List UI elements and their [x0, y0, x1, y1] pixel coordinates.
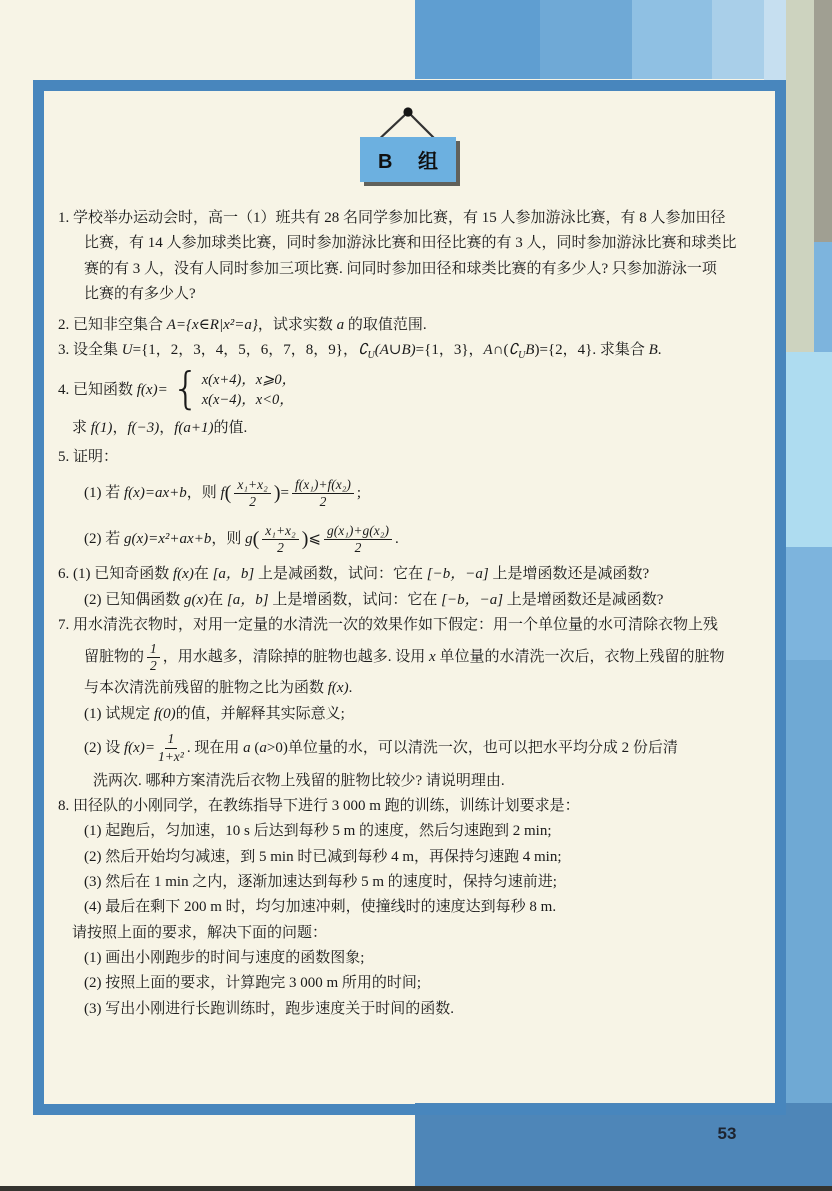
cjk-text: 请按照上面的要求，解决下面的问题： — [72, 924, 328, 941]
math-text: g(x) — [184, 591, 209, 608]
math-text: f — [220, 485, 225, 502]
text-line — [58, 946, 774, 971]
fraction: $\frac{1}{2}$ — [147, 642, 160, 674]
fraction: $\frac{\text{x₁+x₂}}{2}$ — [262, 524, 298, 556]
math-text: g(x)=x²+ax+b — [124, 531, 212, 548]
cjk-text: ( — [250, 739, 260, 756]
math-paren: ) — [301, 528, 309, 551]
deco-right-column-gray — [814, 0, 832, 242]
math-text: [a，b] — [226, 591, 269, 608]
cjk-text: ，用水越多，清除掉的脏物也越多. 设用 — [162, 649, 430, 666]
text-line — [58, 921, 774, 946]
math-text: A — [483, 342, 493, 359]
cjk-text: 的值. — [213, 419, 248, 436]
cjk-text: (2) 按照上面的要求，计算跑完 3 000 m 所用的时间; — [84, 975, 422, 992]
text-line — [58, 282, 774, 307]
math-paren: ( — [252, 528, 260, 551]
cjk-text: ; — [356, 485, 362, 502]
math-text: a — [259, 739, 267, 756]
cjk-text: ={1，3}， — [415, 342, 484, 359]
deco-band-3 — [632, 0, 712, 79]
deco-band-1 — [415, 0, 540, 79]
cjk-text: 上是增函数还是减函数? — [488, 566, 650, 583]
piecewise-function: { x(x+4)，x⩾0， x(x−4)，x<0， — [171, 363, 297, 415]
nail-icon — [403, 107, 412, 116]
math-text: f(x) — [327, 680, 349, 697]
text-line — [58, 971, 774, 996]
math-text: f(0) — [154, 705, 176, 722]
math-text: f(1) — [90, 419, 113, 436]
math-text: [a，b] — [212, 566, 255, 583]
cjk-text: = — [280, 485, 289, 502]
cjk-text: ，试求实数 — [257, 317, 337, 334]
deco-bottom-block — [415, 1103, 832, 1186]
cjk-text: (1) 起跑后，匀加速，10 s 后达到每秒 5 m 的速度，然后匀速跑到 2 min; — [84, 823, 552, 840]
math-text: A={x∈R|x²=a} — [166, 317, 258, 334]
cjk-text: (2) 已知偶函数 — [84, 591, 184, 608]
deco-right-column-cyan — [786, 352, 832, 547]
group-b-sign — [360, 137, 456, 182]
text-line — [58, 257, 774, 282]
cjk-text: 7. 用水清洗衣物时，对用一定量的水清洗一次的效果作如下假定：用一个单位量的水可清除衣物上残 — [58, 616, 719, 633]
group-b-sign-label: B 组 — [378, 151, 448, 173]
text-line — [58, 794, 774, 819]
text-line — [58, 702, 774, 727]
text-line — [58, 338, 774, 363]
cjk-text: (1) 画出小刚跑步的时间与速度的函数图象; — [84, 949, 365, 966]
cjk-text: (1) 若 — [84, 485, 124, 502]
cjk-text: 比赛的有多少人? — [84, 285, 196, 302]
cjk-text: ，则 — [211, 531, 246, 548]
math-text: f(x)= — [136, 381, 168, 398]
math-text: g — [245, 531, 253, 548]
cjk-text: 求 — [72, 419, 91, 436]
cjk-text: 2. 已知非空集合 — [58, 317, 167, 334]
cjk-text: (2) 设 — [84, 739, 124, 756]
cjk-text: )={2，4}. 求集合 — [534, 342, 649, 359]
page-number: 53 — [717, 1124, 737, 1143]
math-text: B — [648, 342, 658, 359]
cjk-text: . — [657, 342, 662, 359]
text-line — [58, 997, 774, 1022]
text-line — [58, 364, 774, 416]
cjk-text: 6. (1) 已知奇函数 — [58, 566, 173, 583]
math-subscript: U — [367, 350, 375, 362]
cjk-text: . — [394, 531, 399, 548]
text-line — [58, 676, 774, 701]
math-text: ∁ — [508, 342, 519, 359]
math-text: (A∪B) — [374, 342, 416, 359]
math-text: f(x)=ax+b — [124, 485, 187, 502]
cjk-text: . 现在用 — [186, 739, 244, 756]
math-text: f(a+1) — [174, 419, 214, 436]
math-text: a — [243, 739, 251, 756]
cjk-text: 单位量的水清洗一次后，衣物上残留的脏物 — [435, 649, 725, 666]
cjk-text: ={1，2，3，4，5，6，7，8，9}， — [132, 342, 358, 359]
cjk-text: . — [348, 680, 353, 697]
text-line — [58, 588, 774, 613]
fraction: $\frac{\text{x₁+x₂}}{2}$ — [234, 478, 270, 510]
cjk-text: 的取值范围. — [344, 317, 427, 334]
cjk-text: (3) 写出小刚进行长跑训练时，跑步速度关于时间的函数. — [84, 1000, 454, 1017]
text-line — [58, 819, 774, 844]
math-text: f(x) — [173, 566, 194, 583]
cjk-text: 与本次清洗前残留的脏物之比为函数 — [84, 680, 328, 697]
cjk-text: ， — [159, 419, 175, 436]
cjk-text: 的值，并解释其实际意义; — [175, 705, 345, 722]
deco-band-5 — [764, 0, 788, 86]
text-line — [58, 895, 774, 920]
cjk-text: 在 — [208, 591, 227, 608]
text-line — [58, 313, 774, 338]
text-line — [58, 470, 774, 516]
text-line — [58, 769, 774, 794]
deco-right-column-lower — [786, 660, 832, 1103]
text-line — [58, 206, 774, 231]
cjk-text: 5. 证明： — [58, 449, 119, 466]
text-line — [58, 727, 774, 769]
fraction: $\frac{1}{\text{1+x²}}$ — [157, 731, 184, 764]
math-text: f(−3) — [127, 419, 160, 436]
text-line — [58, 516, 774, 562]
text-line — [58, 613, 774, 638]
math-text: ∁ — [357, 342, 368, 359]
cjk-text: (4) 最后在剩下 200 m 时，均匀加速冲刺，使撞线时的速度达到每秒 8 m. — [84, 899, 557, 916]
text-line — [58, 870, 774, 895]
text-line — [58, 445, 774, 470]
cjk-text: 4. 已知函数 — [58, 381, 137, 398]
cjk-text: 上是增函数，试问：它在 — [268, 591, 442, 608]
text-line — [58, 231, 774, 256]
cjk-text: ，则 — [186, 485, 221, 502]
fraction: $\frac{\text{g(x₁)+g(x₂)}}{2}$ — [324, 524, 392, 556]
deco-right-column-green — [786, 0, 814, 352]
cjk-text: 上是增函数还是减函数? — [503, 591, 664, 608]
math-paren: ) — [273, 482, 281, 505]
cjk-text: 上是减函数，试问：它在 — [254, 566, 427, 583]
math-text: [−b，−a] — [426, 566, 489, 583]
fraction: $\frac{\text{f(x₁)+f(x₂)}}{2}$ — [292, 478, 354, 510]
cjk-text: 3. 设全集 — [58, 342, 122, 359]
cjk-text: 1. 学校举办运动会时，高一（1）班共有 28 名同学参加比赛，有 15 人参加游泳比赛，有 8 人参加田径 — [58, 210, 726, 226]
math-text: a — [336, 317, 345, 334]
cjk-text: ∩( — [492, 342, 509, 359]
math-text: U — [121, 342, 133, 359]
cjk-text: (1) 试规定 — [84, 705, 154, 722]
text-line — [58, 416, 774, 441]
problems — [58, 206, 774, 1022]
cjk-text: >0)单位量的水，可以清洗一次，也可以把水平均分成 2 份后清 — [266, 739, 678, 756]
cjk-text: 8. 田径队的小刚同学，在教练指导下进行 3 000 m 跑的训练，训练计划要求是： — [58, 798, 580, 815]
text-line — [58, 638, 774, 676]
cjk-text: (3) 然后在 1 min 之内，逐渐加速达到每秒 5 m 的速度时，保持匀速前进; — [84, 874, 557, 891]
math-paren: ( — [224, 482, 232, 505]
cjk-text: (2) 若 — [84, 531, 124, 548]
cjk-text: 洗两次. 哪种方案清洗后衣物上残留的脏物比较少? 请说明理由. — [93, 772, 505, 789]
cjk-text: ， — [112, 419, 128, 436]
deco-bottom-edge — [0, 1186, 832, 1191]
math-text: [−b，−a] — [441, 591, 504, 608]
cjk-text: 留脏物的 — [84, 649, 145, 666]
cjk-text: 比赛，有 14 人参加球类比赛，同时参加游泳比赛和田径比赛的有 3 人，同时参加游泳比赛和球类比 — [84, 235, 737, 252]
text-line — [58, 845, 774, 870]
deco-band-4 — [712, 0, 764, 79]
deco-band-2 — [540, 0, 632, 79]
cjk-text: ⩽ — [308, 531, 321, 548]
math-text: f(x)= — [124, 739, 155, 756]
math-text: B — [525, 342, 535, 359]
math-text: x — [429, 649, 436, 666]
cjk-text: 赛的有 3 人，没有人同时参加三项比赛. 问同时参加田径和球类比赛的有多少人? 只参加游泳一项 — [84, 260, 717, 277]
cjk-text: (2) 然后开始均匀减速，到 5 min 时已减到每秒 4 m，再保持匀速跑 4 min; — [84, 848, 562, 865]
cjk-text: 在 — [193, 566, 213, 583]
math-subscript: U — [518, 350, 526, 362]
text-line — [58, 562, 774, 587]
